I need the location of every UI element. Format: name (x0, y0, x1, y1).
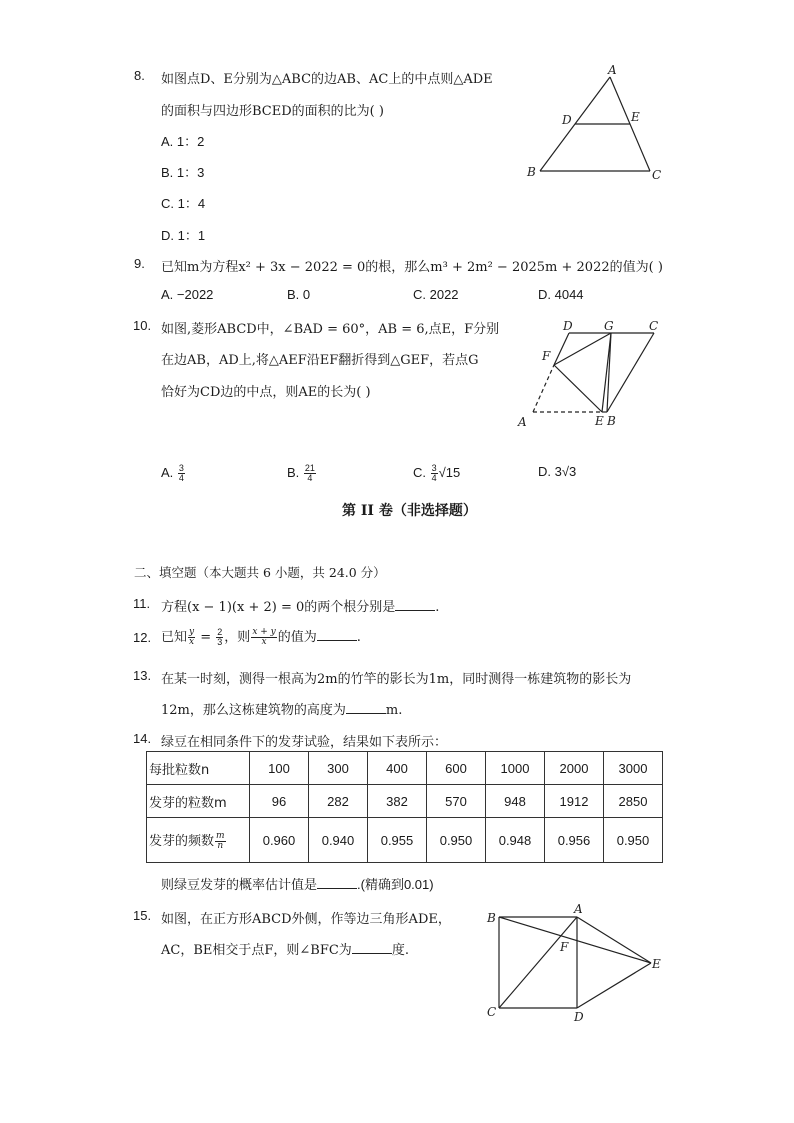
table-cell: 0.950 (604, 818, 663, 863)
q10-label-f: F (542, 349, 551, 363)
q8-label-b: B (527, 165, 536, 179)
q9-option-a: A. −2022 (161, 287, 214, 302)
q14-germination-table (146, 751, 663, 863)
q10-option-d (538, 464, 576, 479)
q15-edge-be (499, 917, 651, 963)
q8-option-d: D. 1：1 (161, 228, 206, 243)
q9-option-b: B. 0 (287, 287, 311, 302)
table-cell: 0.948 (486, 818, 545, 863)
q13-line1: 在某一时刻，测得一根高为2m的竹竿的影长为1m，同时测得一栋建筑物的影长为 (161, 672, 632, 687)
q14-after-after: .(精确到0.01) (357, 877, 434, 892)
table-cell: 1912 (545, 785, 604, 818)
q8-line2: 的面积与四边形BCED的面积的比为( ) (161, 104, 384, 119)
q15-number: 15. (133, 908, 152, 923)
q12-fraction-expr (251, 628, 276, 647)
q10-line1: 如图,菱形ABCD中，∠BAD = 60°，AB = 6,点E，F分别 (161, 322, 500, 337)
q10-option-c-root: √15 (438, 464, 461, 480)
q15-line2-after: 度. (391, 943, 409, 958)
q15-label-f: F (560, 940, 569, 954)
q13-number: 13. (133, 668, 152, 683)
q10-option-a-num: 3 (178, 463, 184, 473)
table-cell: 300 (309, 752, 368, 785)
q10-edge-fe (554, 365, 602, 412)
q11-text-before: 方程(x − 1)(x + 2) = 0的两个根分别是 (161, 600, 396, 615)
q8-number: 8. (134, 68, 145, 83)
q10-option-d-value: 3√3 (554, 464, 577, 479)
q14-row1-label: 每批粒数n (147, 752, 250, 785)
q10-number: 10. (133, 318, 152, 333)
q14-after-before: 则绿豆发芽的概率估计值是 (161, 878, 318, 893)
q10-option-c (413, 464, 460, 483)
q10-option-c-label: C. (413, 464, 426, 480)
q14-row3-label-text: 发芽的频数 (149, 833, 215, 849)
q8-figure-triangle (520, 62, 670, 187)
q12-fraction-y-over-x (188, 628, 195, 647)
table-cell: 2850 (604, 785, 663, 818)
q10-option-a-fraction (178, 464, 185, 483)
q10-label-c: C (649, 319, 659, 333)
q15-figure-square-triangle (482, 900, 667, 1025)
part2-title: 第 II 卷（非选择题） (342, 503, 477, 519)
q15-line2-before: AC，BE相交于点F，则∠BFC为 (161, 943, 352, 958)
table-cell: 400 (368, 752, 427, 785)
q11-number: 11. (133, 596, 151, 611)
q13-line2 (161, 699, 402, 718)
q12-f2-den: 3 (217, 637, 223, 647)
q10-label-d: D (563, 319, 573, 333)
table-cell: 382 (368, 785, 427, 818)
table-cell: 100 (250, 752, 309, 785)
q8-label-a: A (608, 63, 617, 77)
q15-label-a: A (574, 902, 583, 916)
q10-label-a: A (518, 415, 527, 429)
q10-option-b-den: 4 (307, 473, 313, 483)
q11-text-after: . (435, 600, 440, 615)
q8-option-b: B. 1：3 (161, 165, 205, 180)
table-cell: 0.950 (427, 818, 486, 863)
q10-edge-gb (607, 333, 611, 412)
q8-label-d: D (562, 113, 572, 127)
q10-option-d-label: D. (538, 464, 551, 479)
table-cell: 0.956 (545, 818, 604, 863)
q12-mid: ，则 (224, 630, 251, 645)
q8-line1: 如图点D、E分别为△ABC的边AB、AC上的中点则△ADE (161, 72, 493, 87)
q10-option-c-den: 4 (431, 473, 437, 483)
q13-answer-blank[interactable] (346, 701, 386, 714)
q15-edge-ac (499, 917, 577, 1008)
q10-option-c-num: 3 (431, 463, 437, 473)
q12-f1-den: x (189, 637, 195, 647)
q12-f3-den: x (261, 637, 267, 647)
q12-f2-num: 2 (217, 627, 223, 637)
table-cell: 282 (309, 785, 368, 818)
q14-answer-blank[interactable] (317, 876, 357, 889)
q8-option-c: C. 1：4 (161, 196, 206, 211)
q12-answer-blank[interactable] (317, 628, 357, 641)
table-cell: 0.940 (309, 818, 368, 863)
table-cell: 570 (427, 785, 486, 818)
q15-edge-ae (577, 917, 651, 963)
q10-option-a-label: A. (161, 464, 174, 480)
q10-option-a-den: 4 (178, 473, 184, 483)
q12-eq: = (196, 630, 216, 645)
table-cell: 948 (486, 785, 545, 818)
q15-line2 (161, 939, 409, 958)
q10-option-c-fraction (431, 464, 438, 483)
q8-label-e: E (631, 110, 640, 124)
q15-answer-blank[interactable] (352, 941, 392, 954)
q14-after (161, 874, 434, 893)
q10-label-b: B (607, 414, 616, 428)
q12-number: 12. (133, 630, 152, 645)
q15-label-d: D (574, 1010, 584, 1024)
q14-row3-label (147, 818, 250, 863)
q9-option-c: C. 2022 (413, 287, 459, 302)
q10-option-a (161, 464, 186, 483)
q10-line2: 在边AB，AD上,将△AEF沿EF翻折得到△GEF，若点G (161, 353, 479, 368)
table-cell: 1000 (486, 752, 545, 785)
q10-edge-af (533, 365, 554, 412)
q10-edge-cb (607, 333, 654, 412)
q15-label-e: E (652, 957, 661, 971)
table-row (147, 818, 663, 863)
q13-line2-after: m. (385, 703, 403, 718)
q15-edge-de (577, 963, 651, 1008)
q10-edge-ge (602, 333, 611, 412)
q13-line2-before: 12m，那么这栋建筑物的高度为 (161, 703, 346, 718)
q10-option-b-label: B. (287, 464, 300, 480)
q10-figure-rhombus (512, 315, 672, 435)
q14-row3-fraction (215, 832, 226, 851)
q12-fraction-2-over-3 (216, 628, 223, 647)
q8-option-a: A. 1：2 (161, 134, 205, 149)
q12-suffix: 的值为 (277, 630, 317, 645)
q14-text: 绿豆在相同条件下的发芽试验，结果如下表所示： (161, 735, 448, 750)
section2-title: 二、填空题（本大题共 6 小题，共 24.0 分） (134, 565, 386, 580)
q15-line1: 如图，在正方形ABCD外侧，作等边三角形ADE， (161, 912, 451, 927)
q9-number: 9. (134, 256, 145, 271)
q11-text (161, 596, 439, 615)
q14-number: 14. (133, 731, 152, 746)
q12-prefix: 已知 (161, 630, 188, 645)
q12-f1-num: y (189, 627, 195, 637)
table-cell: 96 (250, 785, 309, 818)
q11-answer-blank[interactable] (395, 598, 435, 611)
q14-row3-frac-den: n (217, 840, 224, 851)
table-cell: 3000 (604, 752, 663, 785)
q12-text (161, 626, 361, 647)
q10-label-e: E (595, 414, 604, 428)
q8-label-c: C (652, 168, 662, 182)
table-row (147, 785, 663, 818)
q10-edge-fg (554, 333, 611, 365)
q14-row2-label: 发芽的粒数m (147, 785, 250, 818)
q12-f3-num: x + y (252, 627, 276, 637)
q14-row3-frac-num: m (216, 830, 225, 841)
q10-line3: 恰好为CD边的中点，则AE的长为( ) (161, 385, 371, 400)
table-cell: 600 (427, 752, 486, 785)
table-cell: 0.960 (250, 818, 309, 863)
table-cell: 0.955 (368, 818, 427, 863)
q15-label-b: B (487, 911, 496, 925)
table-row (147, 752, 663, 785)
q10-option-b (287, 464, 317, 483)
table-cell: 2000 (545, 752, 604, 785)
q10-option-b-fraction (304, 464, 316, 483)
q9-option-d: D. 4044 (538, 287, 584, 302)
q15-label-c: C (487, 1005, 497, 1019)
q10-option-b-num: 21 (304, 463, 315, 473)
q12-end: . (356, 630, 361, 645)
q9-text: 已知m为方程x² + 3x − 2022 = 0的根，那么m³ + 2m² − 2025m + 2022的值为( ) (161, 260, 663, 275)
q10-label-g: G (604, 319, 614, 333)
